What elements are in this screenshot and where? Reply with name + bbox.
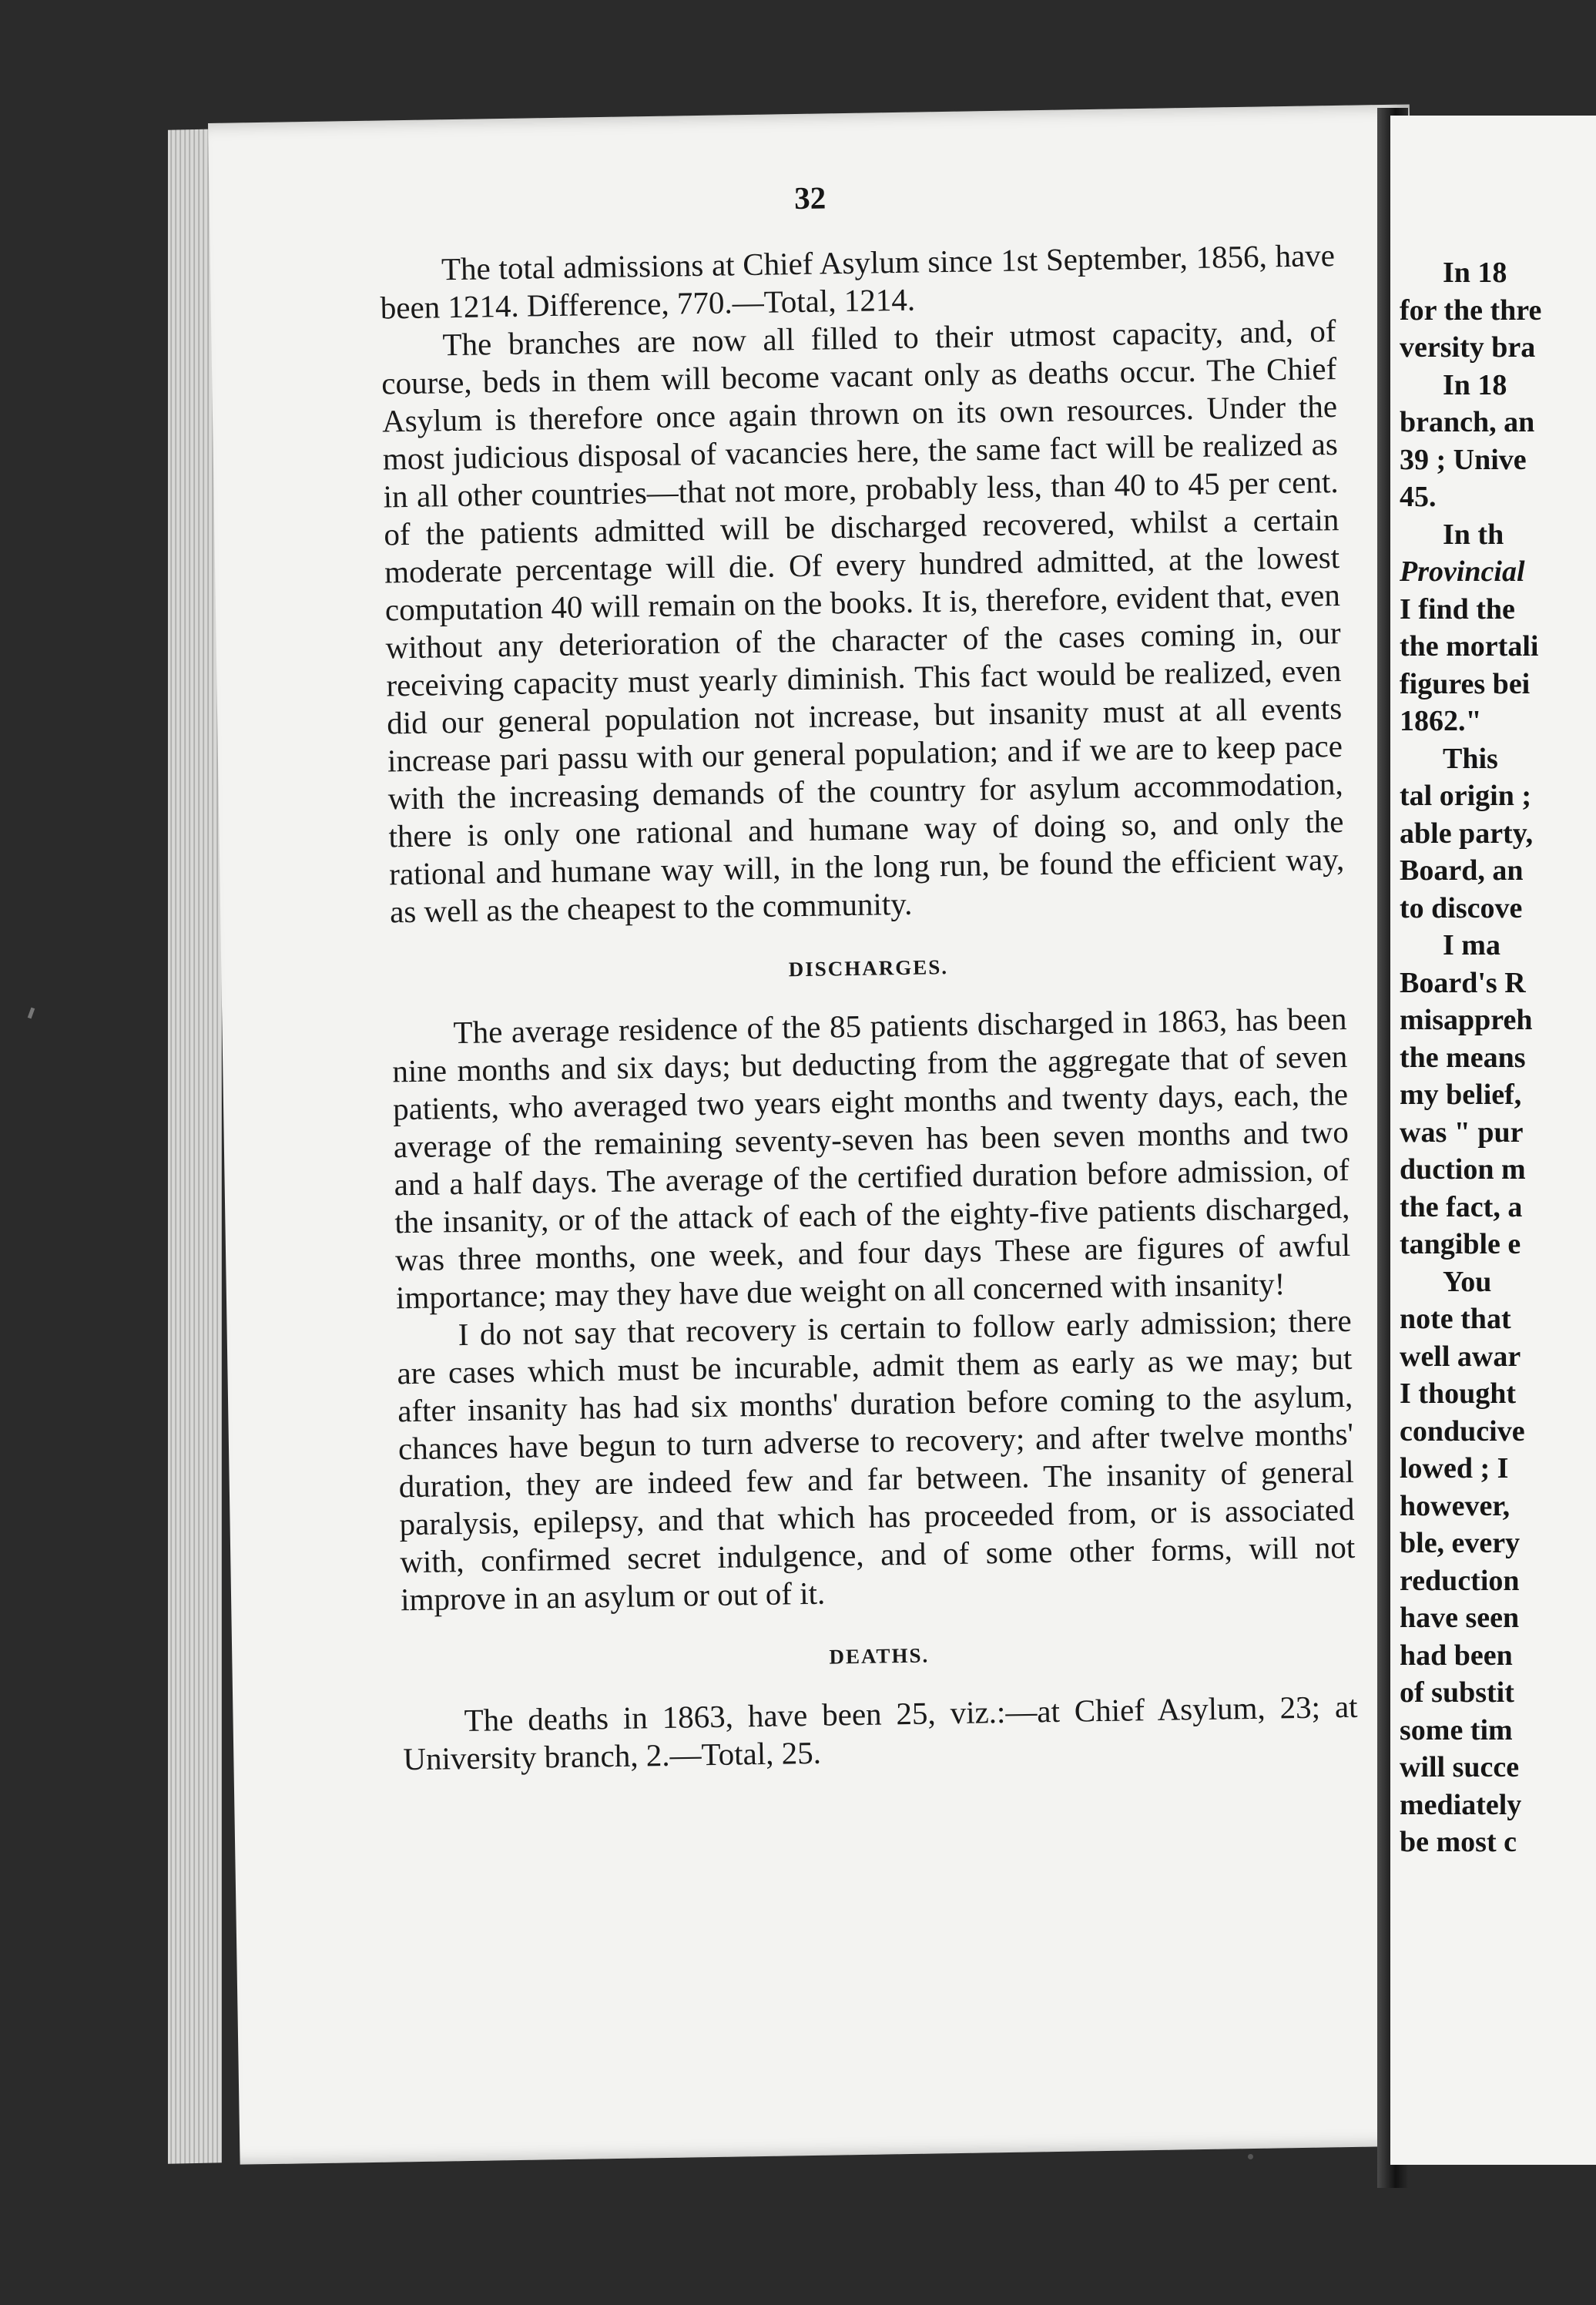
text-line: tangible e bbox=[1400, 1228, 1521, 1260]
text-line: In 18 bbox=[1443, 257, 1507, 289]
text-line: for the thre bbox=[1400, 294, 1542, 327]
text-line: mediately bbox=[1400, 1788, 1522, 1821]
text-line: 1862." bbox=[1400, 705, 1482, 737]
text-line: I ma bbox=[1443, 929, 1500, 961]
section-heading-discharges: DISCHARGES. bbox=[788, 955, 949, 981]
text-line: You bbox=[1443, 1265, 1492, 1298]
text-line: branch, an bbox=[1400, 406, 1535, 438]
text-line: be most c bbox=[1400, 1826, 1517, 1858]
left-page bbox=[208, 104, 1441, 2164]
paragraph: The total admissions at Chief Asylum since 1st September, 1856, have been 1214. Difference, 770.—Total, 1214. bbox=[380, 237, 1336, 326]
text-line: misappreh bbox=[1400, 1004, 1533, 1036]
text-line: In 18 bbox=[1443, 368, 1507, 401]
section-heading-deaths: DEATHS. bbox=[829, 1643, 930, 1669]
page-number: 32 bbox=[793, 180, 826, 216]
right-page bbox=[1390, 116, 1596, 2165]
text-line: will succe bbox=[1400, 1751, 1520, 1783]
text-line: reduction bbox=[1400, 1564, 1520, 1597]
text-line: Provincial bbox=[1400, 555, 1525, 588]
text-line: tal origin ; bbox=[1400, 780, 1531, 812]
text-line: ble, every bbox=[1400, 1527, 1521, 1559]
text-line: had been bbox=[1400, 1639, 1513, 1672]
text-line: 45. bbox=[1400, 481, 1437, 513]
text-line: the means bbox=[1400, 1041, 1526, 1074]
text-line: Board's R bbox=[1400, 966, 1526, 999]
text-line: note that bbox=[1400, 1303, 1511, 1335]
text-line: conducive bbox=[1400, 1414, 1525, 1448]
paragraph: The deaths in 1863, have been 25, viz.:—at Chief Asylum, 23; at University branch, 2.—Total, 25. bbox=[403, 1688, 1358, 1777]
text-line: of substit bbox=[1400, 1676, 1514, 1709]
text-line: This bbox=[1443, 742, 1498, 775]
text-line: the mortali bbox=[1400, 630, 1539, 663]
text-line: I thought bbox=[1400, 1377, 1516, 1410]
paragraph: I do not say that recovery is certain to follow early admission; there are cases which must be incurable, admit them as early as we may; but after insanity has had six months' duration before coming to the asylum, chances have begun to turn adverse to recovery; and after twelve months' duration, they are indeed few and far between. The insanity of general paralysis, epilepsy, and that which has proceeded from, or is associated with, confirmed secret indulgence, and of some other forms, will not improve in an asylum or out of it. bbox=[397, 1302, 1356, 1618]
right-page-text bbox=[1400, 254, 1596, 1861]
text-line: was " pur bbox=[1400, 1116, 1524, 1149]
text-line: some tim bbox=[1400, 1713, 1513, 1746]
text-line: however, bbox=[1400, 1489, 1510, 1522]
text-line: figures bei bbox=[1400, 667, 1531, 700]
text-line: have seen bbox=[1400, 1602, 1520, 1634]
text-line: to discove bbox=[1400, 891, 1523, 924]
text-line: the fact, a bbox=[1400, 1190, 1523, 1223]
text-line: In th bbox=[1443, 518, 1504, 551]
text-line: 39 ; Unive bbox=[1400, 443, 1527, 476]
text-line: lowed ; I bbox=[1400, 1452, 1509, 1485]
paragraph: The average residence of the 85 patients discharged in 1863, has been nine months and six days; but deducting from the aggregate that of seven patients, who averaged two years eight months and twenty days, each, the average of the remaining seventy-seven has been seven months and two and a half days. The average of the certified duration before admission, of the insanity, or of the attack of each of the eighty-five patients discharged, was three months, one week, and four days These are figures of awful importance; may they have due weight on all concerned with insanity! bbox=[391, 1000, 1351, 1316]
text-line: my belief, bbox=[1400, 1079, 1522, 1111]
paragraph: The branches are now all filled to their utmost capacity, and, of course, beds in them will become vacant only as deaths occur. The Chief Asylum is therefore once again thrown on its own resources. Under the most judicious disposal of vacancies here, the same fact will be realized as in all other countries—that not more, probably less, than 40 to 45 per cent. of the patients admitted will be discharged recovered, whilst a certain moderate percentage will die. Of every hundred admitted, at the lowest computation 40 will remain on the books. It is, therefore, evident that, even without any deterioration of the character of the cases coming in, our receiving capacity must yearly diminish. This fact would be realized, even did our general population not increase, but insanity must at all events increase pari passu with our general population; and if we are to keep pace with the increasing demands of the country for asylum accommodation, there is only one rational and humane way of doing so, and only the rational and humane way will, in the long run, be found the efficient way, as well as the cheapest to the community. bbox=[381, 313, 1345, 930]
text-line: I find the bbox=[1400, 592, 1515, 626]
body-text bbox=[380, 237, 1359, 1778]
text-line: Board, an bbox=[1400, 854, 1524, 887]
text-line: well awar bbox=[1400, 1340, 1521, 1373]
text-line: able party, bbox=[1400, 817, 1534, 850]
text-line: duction m bbox=[1400, 1153, 1526, 1186]
text-line: versity bra bbox=[1400, 331, 1536, 364]
dust-speck bbox=[1248, 2154, 1253, 2159]
